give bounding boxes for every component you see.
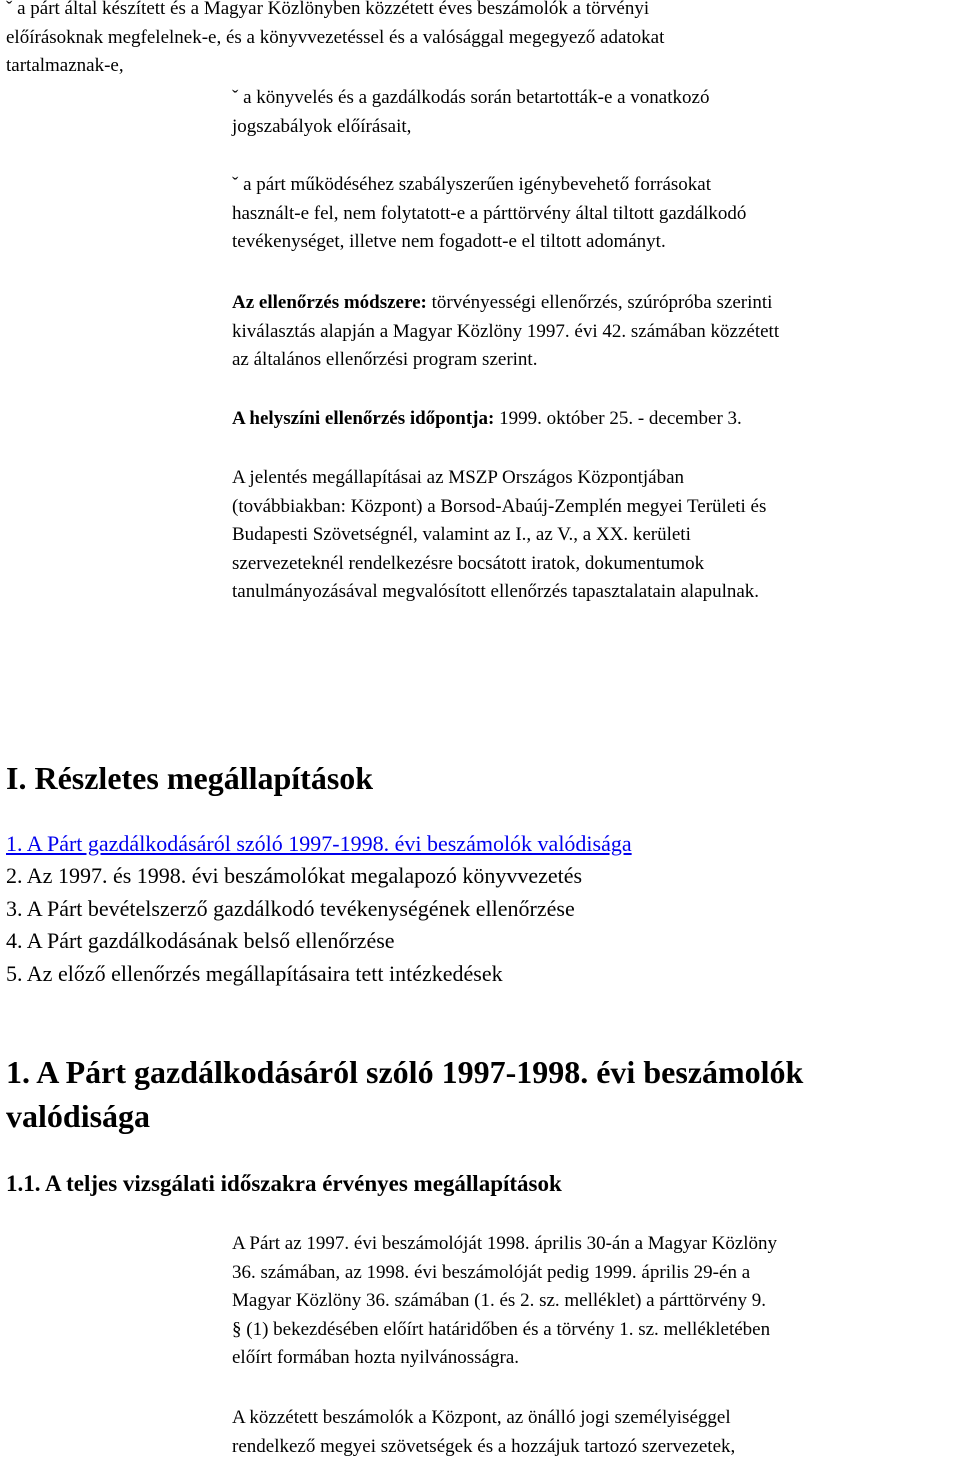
bullet-item-regulations: [232, 84, 709, 141]
audit-method-text: kiválasztás alapján a Magyar Közlöny 1997. évi 42. számában közzétett: [232, 320, 780, 342]
bullet-marker: ˇ: [6, 0, 13, 19]
bullet-text-line: előírásoknak megfelelnek-e, és a könyvvezetéssel és a valósággal megegyező adatokat: [6, 26, 665, 48]
body-text-line: előírt formában hozta nyilvánosságra.: [232, 1347, 520, 1369]
toc-item[interactable]: [6, 828, 632, 860]
findings-paragraph: [232, 464, 766, 607]
body-text-line: A közzétett beszámolók a Központ, az önálló jogi személyiséggel: [232, 1407, 731, 1428]
body-text-line: § (1) bekezdésében előírt határidőben és a törvény 1. sz. mellékletében: [232, 1318, 771, 1340]
bullet-text-line: használt-e fel, nem folytatott-e a párttörvény által tiltott gazdálkodó: [232, 202, 747, 224]
audit-method-text: az általános ellenőrzési program szerint.: [232, 349, 538, 371]
findings-text-line: Budapesti Szövetségnél, valamint az I., az V., a XX. kerületi: [232, 524, 691, 546]
body-text-line: A Párt az 1997. évi beszámolóját 1998. április 30-án a Magyar Közlöny: [232, 1233, 778, 1254]
toc-item: 4. A Párt gazdálkodásának belső ellenőrzése: [6, 928, 395, 954]
chapter-title: 1. A Párt gazdálkodásáról szóló 1997-1998. évi beszámolók valódisága: [6, 1054, 804, 1134]
bullet-text-line: a könyvelés és a gazdálkodás során betartották-e a vonatkozó: [243, 87, 710, 108]
body-text-line: 36. számában, az 1998. évi beszámolóját pedig 1999. április 29-én a: [232, 1261, 751, 1283]
body-paragraph-publication: [232, 1230, 777, 1373]
bullet-text-line: jogszabályok előírásait,: [232, 115, 412, 137]
bullet-text-line: a párt által készített és a Magyar Közlönyben közzétett éves beszámolók a törvényi: [17, 0, 650, 19]
bullet-marker: ˇ: [232, 87, 239, 108]
bullet-text-line: a párt működéséhez szabályszerűen igénybevehető forrásokat: [243, 174, 712, 195]
body-text-line: rendelkező megyei szövetségek és a hozzájuk tartozó szervezetek,: [232, 1435, 736, 1457]
toc-item: 5. Az előző ellenőrzés megállapításaira tett intézkedések: [6, 960, 503, 986]
findings-text-line: A jelentés megállapításai az MSZP Országos Központjában: [232, 467, 685, 488]
toc-link-beszamolok[interactable]: 1. A Párt gazdálkodásáról szóló 1997-1998. évi beszámolók valódisága: [6, 831, 632, 856]
onsite-date-label: A helyszíni ellenőrzés időpontja:: [232, 408, 495, 429]
bullet-item-reports: [6, 0, 664, 81]
section-title: I. Részletes megállapítások: [6, 760, 374, 796]
toc-item: 3. A Párt bevételszerző gazdálkodó tevékenységének ellenőrzése: [6, 895, 575, 921]
findings-text-line: szervezeteknél rendelkezésre bocsátott iratok, dokumentumok: [232, 552, 705, 574]
onsite-date-paragraph: [232, 405, 742, 434]
bullet-marker: ˇ: [232, 174, 239, 195]
bullet-text-line: tevékenységet, illetve nem fogadott-e el tiltott adományt.: [232, 231, 666, 253]
audit-method-text: törvényességi ellenőrzés, szúrópróba szerinti: [431, 292, 773, 313]
bullet-text-line: tartalmaznak-e,: [6, 55, 124, 77]
bullet-item-resources: [232, 171, 746, 257]
audit-method-paragraph: [232, 289, 779, 375]
findings-text-line: (továbbiakban: Központ) a Borsod-Abaúj-Zemplén megyei Területi és: [232, 495, 767, 517]
audit-method-label: Az ellenőrzés módszere:: [232, 292, 427, 313]
body-paragraph-published-reports: [232, 1404, 735, 1461]
body-text-line: Magyar Közlöny 36. számában (1. és 2. sz. melléklet) a párttörvény 9.: [232, 1290, 766, 1312]
onsite-date-value: 1999. október 25. - december 3.: [499, 408, 742, 429]
subsection-title: 1.1. A teljes vizsgálati időszakra érvényes megállapítások: [6, 1171, 562, 1196]
findings-text-line: tanulmányozásával megvalósított ellenőrzés tapasztalatain alapulnak.: [232, 581, 760, 603]
toc-item: 2. Az 1997. és 1998. évi beszámolókat megalapozó könyvvezetés: [6, 863, 583, 889]
table-of-contents: [6, 828, 632, 990]
